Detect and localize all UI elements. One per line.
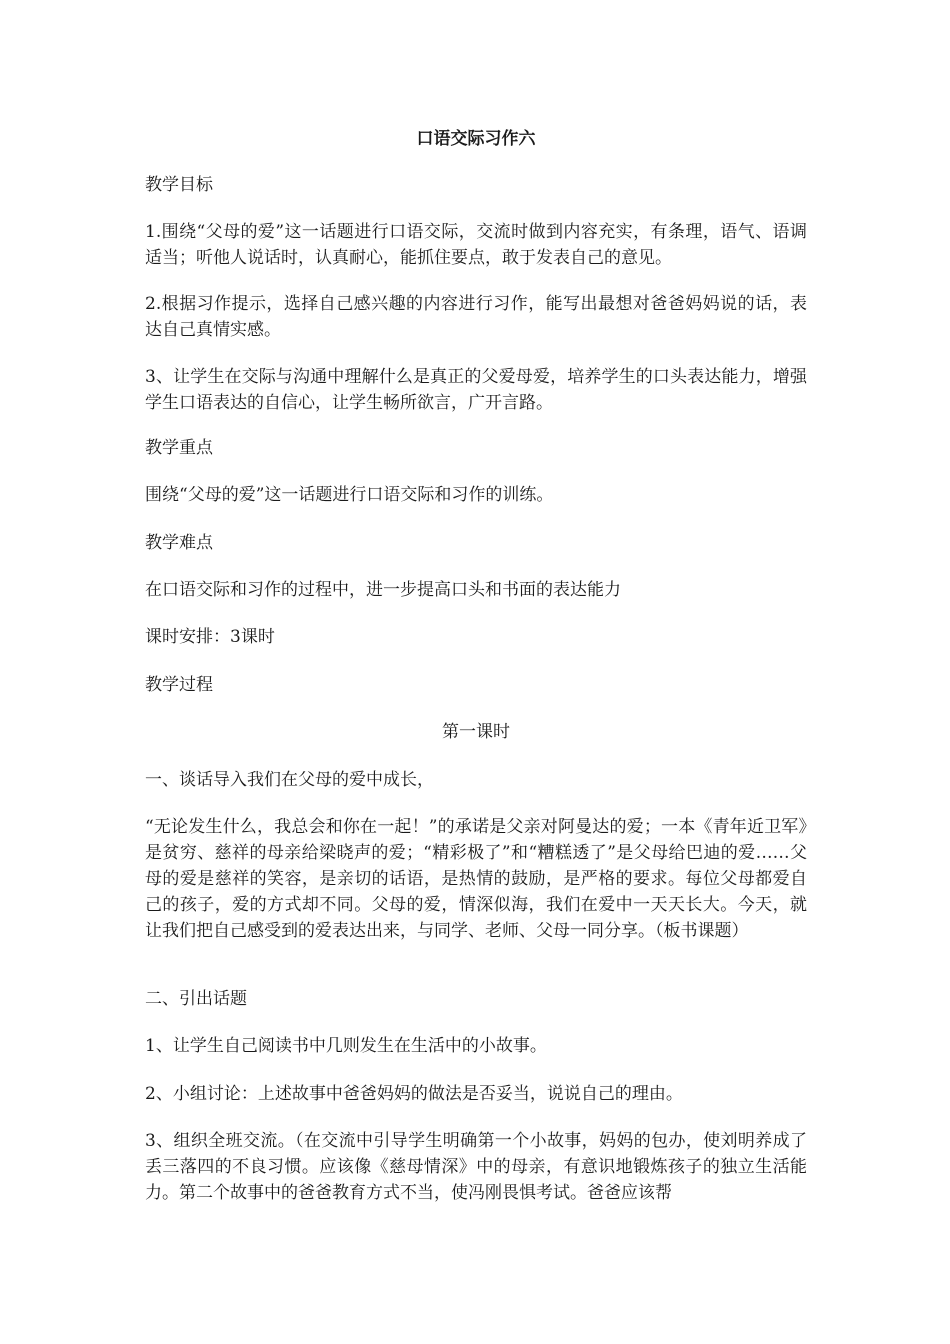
heading-teaching-process: 教学过程 — [145, 675, 213, 695]
teaching-difficulty-text: 在口语交际和习作的过程中，进一步提高口头和书面的表达能力 — [145, 580, 621, 600]
heading-teaching-goals: 教学目标 — [145, 175, 213, 195]
goal-3-paragraph: 3、让学生在交际与沟通中理解什么是真正的父爱母爱，培养学生的口头表达能力，增强学生口语表达的自信心，让学生畅所欲言，广开言路。 — [145, 367, 807, 413]
lesson-1-title: 第一课时 — [442, 722, 510, 742]
lesson-schedule: 课时安排：3课时 — [145, 627, 275, 647]
intro-paragraph: “无论发生什么，我总会和你在一起！”的承诺是父亲对阿曼达的爱；一本《青年近卫军》是贫穷、慈祥的母亲给梁晓声的爱；“精彩极了”和“糟糕透了”是父母给巴迪的爱……父母的爱是慈祥的笑容，是亲切的话语，是热情的鼓励，是严格的要求。每位父母都爱自己的孩子，爱的方式却不同。父母的爱，情深似海，我们在爱中一天天长大。今天，就让我们把自己感受到的爱表达出来，与同学、老师、父母一同分享。（板书课题） — [145, 817, 807, 941]
step-2-text: 2、小组讨论：上述故事中爸爸妈妈的做法是否妥当，说说自己的理由。 — [145, 1084, 683, 1104]
goal-1-paragraph: 1.围绕“父母的爱”这一话题进行口语交际，交流时做到内容充实，有条理，语气、语调适当；听他人说话时，认真耐心，能抓住要点，敢于发表自己的意见。 — [145, 222, 807, 268]
heading-teaching-key: 教学重点 — [145, 438, 213, 458]
goal-2-paragraph: 2.根据习作提示，选择自己感兴趣的内容进行习作，能写出最想对爸爸妈妈说的话，表达自己真情实感。 — [145, 294, 807, 340]
section-2-heading: 二、引出话题 — [145, 989, 247, 1009]
document-title: 口语交际习作六 — [416, 129, 536, 149]
step-1-text: 1、让学生自己阅读书中几则发生在生活中的小故事。 — [145, 1036, 547, 1056]
section-1-heading: 一、谈话导入我们在父母的爱中成长， — [145, 770, 434, 790]
heading-teaching-difficulty: 教学难点 — [145, 533, 213, 553]
teaching-key-text: 围绕“父母的爱”这一话题进行口语交际和习作的训练。 — [145, 485, 554, 505]
step-3-text: 3、组织全班交流。（在交流中引导学生明确第一个小故事，妈妈的包办，使刘明养成了丢三落四的不良习惯。应该像《慈母情深》中的母亲，有意识地锻炼孩子的独立生活能力。第二个故事中的爸爸教育方式不当，使冯刚畏惧考试。爸爸应该帮 — [145, 1131, 807, 1203]
